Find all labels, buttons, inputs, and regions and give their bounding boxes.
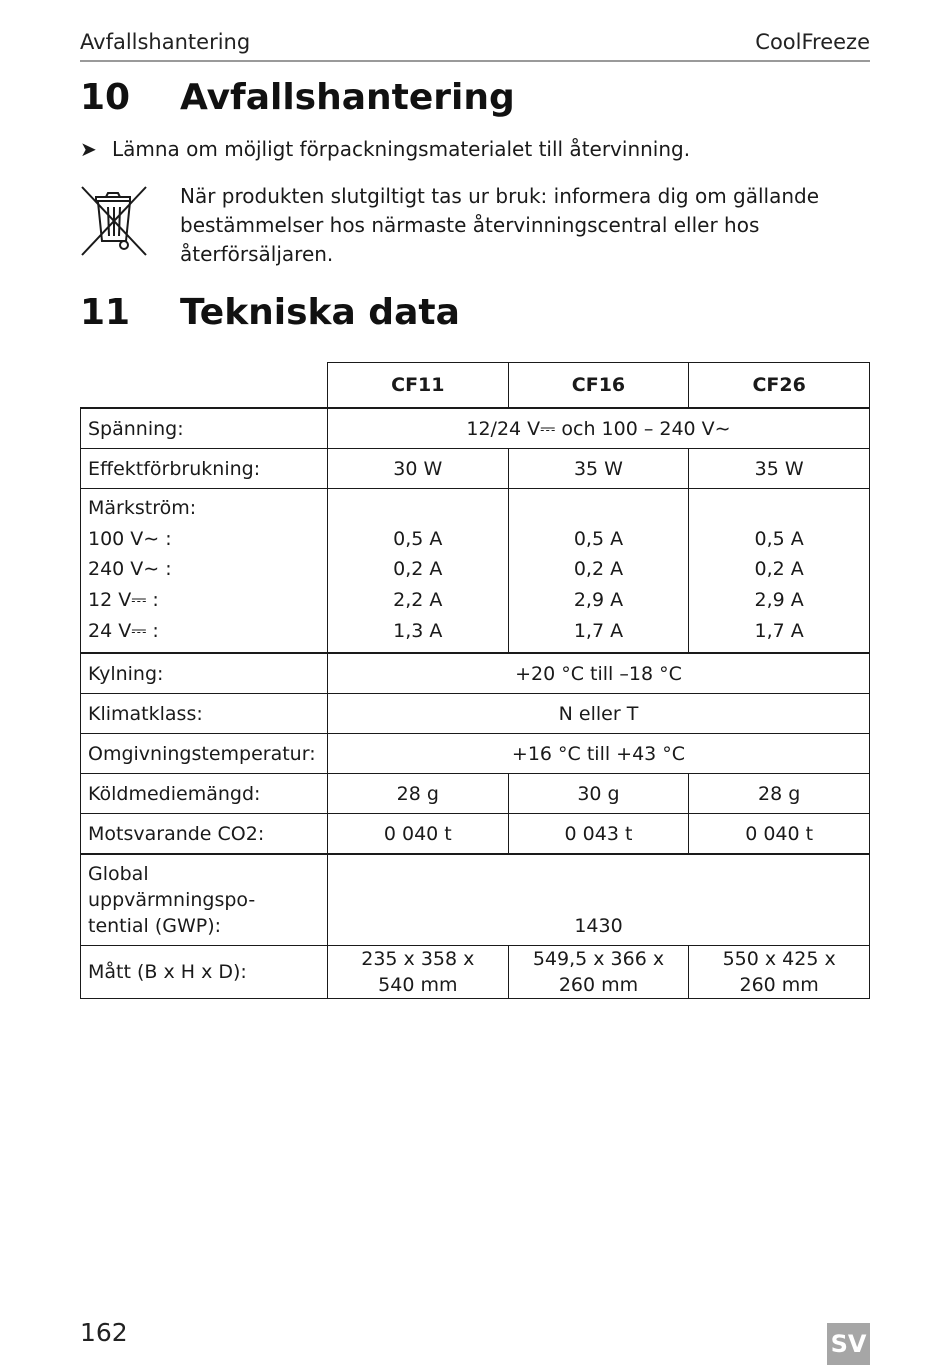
table-row-cooling [81,653,870,694]
cooling-value: +20 °C till –18 °C [327,653,869,694]
co2-label: Motsvarande CO2: [81,814,328,855]
co2-cf26: 0 040 t [689,814,870,855]
current-cf16-24v: 1,7 A [573,619,624,642]
table-row-voltage [81,408,870,449]
column-header-cf11: CF11 [327,363,508,409]
current-sublabel-100v-ac: 100 V∼ : [88,527,172,550]
current-cf26-cell [689,489,870,654]
dimensions-cf11-line2: 540 mm [378,974,458,997]
current-label-cell [81,489,328,654]
technical-data-table [80,362,870,999]
dimensions-cf16 [508,946,689,999]
page-number: 162 [80,1318,128,1347]
table-row-climate-class [81,694,870,734]
power-cf16: 35 W [508,449,689,489]
column-header-cf16: CF16 [508,363,689,409]
header-rule [80,60,870,62]
current-cf16-cell [508,489,689,654]
current-cf16-100v: 0,5 A [573,527,624,550]
dimensions-cf16-line2: 260 mm [558,974,639,997]
table-row-ambient-temperature [81,734,870,774]
co2-cf16: 0 043 t [508,814,689,855]
table-row-co2 [81,814,870,855]
gwp-label-line2: tential (GWP): [88,915,222,938]
refrigerant-cf26: 28 g [689,774,870,814]
current-cf26-24v: 1,7 A [754,619,804,642]
current-cf16-12v: 2,9 A [573,589,624,612]
table-row-power [81,449,870,489]
current-sublabel-240v-ac: 240 V∼ : [88,558,172,581]
climate-class-label: Klimatklass: [81,694,328,734]
power-cf11: 30 W [327,449,508,489]
section-10-number: 10 [80,77,131,118]
running-header-product: CoolFreeze [755,30,870,54]
recycling-instruction [80,137,690,161]
climate-class-value: N eller T [327,694,869,734]
dimensions-cf11-line1: 235 x 358 x [361,948,475,971]
current-cf26-12v: 2,9 A [754,589,804,612]
column-header-cf26: CF26 [689,363,870,409]
current-cf26-100v: 0,5 A [754,527,804,550]
voltage-label: Spänning: [81,408,328,449]
current-label: Märkström: [88,497,197,519]
refrigerant-label: Köldmediemängd: [81,774,328,814]
table-row-dimensions [81,946,870,999]
current-cf11-100v: 0,5 A [393,527,443,550]
crossed-out-wheelie-bin-icon [80,185,148,257]
running-header-section: Avfallshantering [80,30,251,54]
current-cf26-240v: 0,2 A [754,558,804,581]
power-cf26: 35 W [689,449,870,489]
arrow-bullet-icon: ➤ [80,137,97,161]
co2-cf11: 0 040 t [327,814,508,855]
current-sublabel-12v-dc: 12 V⎓ : [88,589,159,612]
current-cf11-24v: 1,3 A [393,619,443,642]
current-cf11-12v: 2,2 A [393,589,443,612]
dimensions-cf26 [689,946,870,999]
section-11-title: Tekniska data [180,292,460,333]
refrigerant-cf16: 30 g [508,774,689,814]
disposal-information: När produkten slutgiltigt tas ur bruk: informera dig om gällande bestämmelser hos närmaste återvinningscentral eller hos återförsäljaren. [180,184,820,266]
section-11-number: 11 [80,292,131,333]
dimensions-cf26-line2: 260 mm [739,974,819,997]
gwp-label [81,854,328,946]
table-row-refrigerant [81,774,870,814]
dimensions-cf26-line1: 550 x 425 x [722,948,836,971]
table-header-row [81,363,870,409]
power-label: Effektförbrukning: [81,449,328,489]
ambient-temperature-label: Omgivningstemperatur: [81,734,328,774]
section-10-title: Avfallshantering [180,77,515,118]
table-row-current [81,489,870,654]
current-sublabel-24v-dc: 24 V⎓ : [88,619,159,642]
table-row-gwp [81,854,870,946]
header-blank-cell [81,363,328,409]
recycling-instruction-text: Lämna om möjligt förpackningsmaterialet till återvinning. [112,137,691,161]
voltage-value: 12/24 V⎓ och 100 – 240 V∼ [327,408,869,449]
gwp-value: 1430 [327,854,869,946]
dimensions-label: Mått (B x H x D): [81,946,328,999]
current-cf11-cell [327,489,508,654]
dimensions-cf16-line1: 549,5 x 366 x [532,948,665,971]
refrigerant-cf11: 28 g [327,774,508,814]
current-cf16-240v: 0,2 A [573,558,624,581]
language-badge: SV [827,1323,870,1365]
ambient-temperature-value: +16 °C till +43 °C [327,734,869,774]
gwp-label-line1: Global uppvärmningspo- [88,863,256,912]
cooling-label: Kylning: [81,653,328,694]
dimensions-cf11 [327,946,508,999]
current-cf11-240v: 0,2 A [393,558,443,581]
